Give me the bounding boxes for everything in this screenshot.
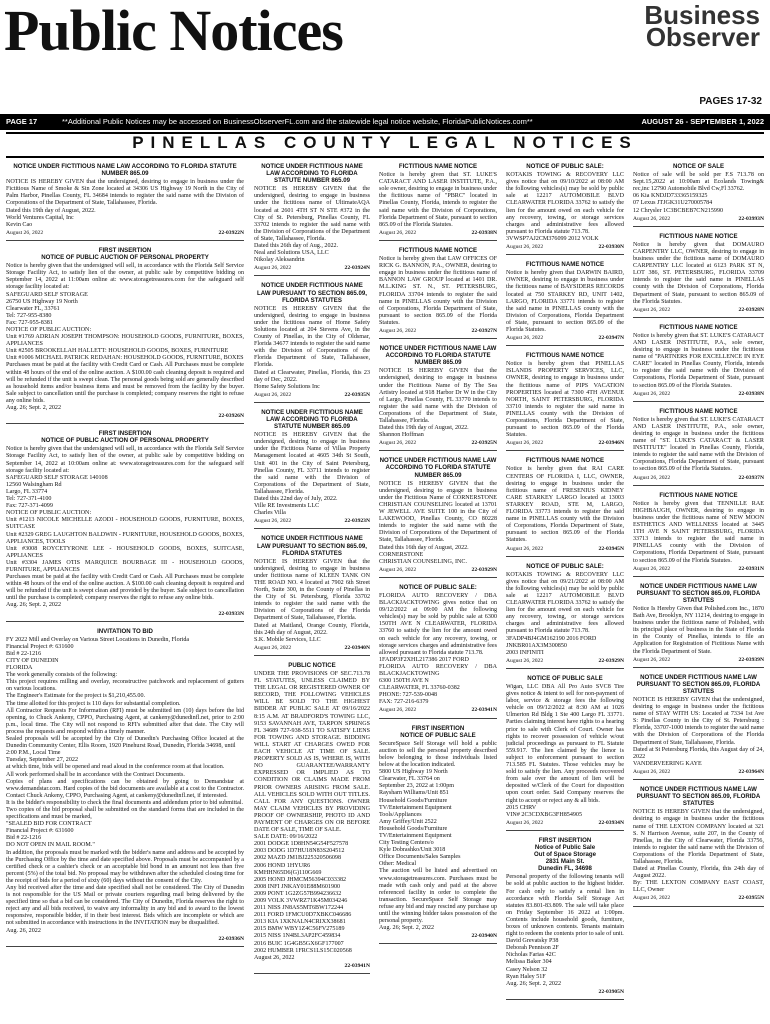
notice-body: FY 2022 Mill and Overlay on Various Street Locations in Dunedin, Florida Financial Project #: 631600 Bid # 22-1216 CITY OF DUNEDIN FLORIDA The work generally consists of the following: This project requires milling and overlay, reconstructive patchwork and replacement of gutters on various locations. The Engineer's Estimate for the project is $1,210,455.00. The time allotted for this project is 110 days for substantial completion. All Contractor Requests For Information (RFI) must be submitted ten (10) days before the bid opening, to Chuck Ankeny, CPPO, Purchasing Agent, at cankeny@dunedinfl.net, prior to 2:00 p.m., local time. The City will not respond to RFI's submitted after that date. The City will process the requests and respond within a timely manner. Sealed proposals will be accepted by the City of Dunedin's Purchasing Office located at the Dunedin Community Center, Ellis Room, 1920 Pinehurst Road, Dunedin, Florida 34698, until 2:00 P.M., Local Time Tuesday, September 27, 2022 at which time, bids will be opened and read aloud in the conference room at that location. All work performed shall be in accordance with the Contract Documents. Copies of plans and specifications can be obtained by going to Demandstar at www.demandstar.com. Hard copies of the bid documents are available at a cost to the Contractor. Contact Chuck Ankeny, CPPO, Purchasing Agent, at cankeny@dunedinfl.net, if interested. It is the bidder's responsibility to check the final documents and addendum prior to bid submittal. Two copies of the bid proposal shall be submitted on the standard forms that are included in the specifications and must be marked, "SEALED BID FOR CONTRACT Financial Project #: 631600 Bid # 22-1216 DO NOT OPEN IN MAIL ROOM." In addition, the proposals must be marked with the bidder's name and address and be accepted by the Purchasing Office by the time and date specified above. Proposals must be accompanied by a certified check or a cashier's check or an acceptable bid bond in an amount not less than five percent (5%) of the total bid. No proposal may be withdrawn after the scheduled closing time for the receipt of bids for a period of sixty (60) days without the consent of the City. Any bid received after the time and date specified shall not be considered. The City of Dunedin is not responsible for the US Mail or private couriers regarding mail being delivered by the specified time so that a bid can be considered. The City of Dunedin, Florida reserves the right to reject any and all bids received, to waive any informality in any bid and to award to the lowest responsive, responsible bidder, if in their best interest. Bids which are incomplete or which are not submitted in accordance with instructions in the INVITATION may be disqualified. Aug. 26, 2022 <box>6 636 244 934</box>
notice-footer <box>6 413 244 420</box>
notice-body: NOTICE IS HEREBY GIVEN that the undersigned, desiring to engage in business under the Fictitious Name of By The Sea Artistry located at 918 Harbor Dr W in the City of Largo, Pinellas County, FL 33770 intends to register the said name with the Division of Corporations of the Department of State, Tallahassee, Florida. Dated this 19th day of August, 2022. Shannon Hoffman <box>379 368 497 439</box>
notice-code: 22-03929N <box>598 657 624 664</box>
notice-footer <box>506 335 624 342</box>
notice-date: August 26, 2022 <box>633 215 671 222</box>
notice-footer <box>6 936 244 943</box>
legal-notice <box>506 352 624 451</box>
notice-footer <box>254 645 370 652</box>
notice-code: 22-03930N <box>598 244 624 251</box>
notice-footer <box>379 328 497 335</box>
notice-code: 22-03946N <box>598 440 624 447</box>
legal-notice <box>254 163 370 276</box>
legal-notice <box>506 457 624 556</box>
notice-date: August 26, 2022 <box>506 545 544 552</box>
notice-body: Notice is hereby given that DARWIN BAIRD, OWNER, desiring to engage in business under the fictitious name of BAYSIDERS RECORDS located at 750 STARKEY RD, UNIT 1402, LARGO, FLORIDA 33771 intends to register the said name in PINELLAS county with the Division of Corporations, Florida Department of State, pursuant to section 865.09 of the Florida Statutes. <box>506 270 624 333</box>
notice-date: August 26, 2022 <box>633 565 671 572</box>
notice-footer <box>254 518 370 525</box>
notice-footer <box>254 963 370 970</box>
legal-notice <box>379 457 497 578</box>
notice-date: August 26, 2022 <box>254 518 292 525</box>
notice-heading: NOTICE UNDER FICTITIOUS NAME LAW ACCORDING TO FLORIDA STATUTE NUMBER 865.09 <box>379 457 497 479</box>
notice-code: 22-03940N <box>344 644 370 651</box>
notice-columns <box>6 163 764 1021</box>
notice-footer <box>633 307 764 314</box>
notice-date: August 26, 2022 <box>633 306 671 313</box>
notice-heading: FICTITIOUS NAME NOTICE <box>525 261 605 269</box>
notice-heading: PUBLIC NOTICE <box>288 661 336 669</box>
notice-heading: NOTICE UNDER FICTITIOUS NAME LAW PURSUANT TO SECTION 865.09, FLORIDA STATUTES <box>636 673 761 695</box>
notice-body: Notice is hereby given that ST. LUKE'S CATARACT AND LASER INSTITUTE, P.A., sole owner, desiring to engage in business under the fictitious name of "PBRC" located in Pinellas County, Florida, intends to register the said name with the Division of Corporations, Florida Department of State, pursuant to section 865.09 of the Florida Statutes. <box>379 172 497 228</box>
notice-heading: NOTICE OF PUBLIC SALE <box>527 674 603 682</box>
legal-notice <box>379 345 497 451</box>
notice-code: 22-03941N <box>344 962 370 969</box>
notice-body: Notice is hereby given that ST. LUKE'S CATARACT AND LASER INSTITUTE, P.A., sole owner, desiring to engage in business under the fictitious name of "PARTNERS FOR EXCELLENCE IN EYE CARE" located in Pinellas County, Florida, intends to register the said name with the Division of Corporations, Florida Department of State, pursuant to section 865.09 of the Florida Statutes. <box>633 332 764 389</box>
legal-notice <box>506 675 624 831</box>
logo-line-2: Observer <box>645 22 760 52</box>
notice-heading: NOTICE OF PUBLIC SALE: <box>526 163 604 170</box>
notice-code: 22-03938N <box>738 390 764 397</box>
issue-dates: AUGUST 26 - SEPTEMBER 1, 2022 <box>641 117 764 126</box>
business-observer-logo <box>644 0 760 52</box>
notice-code: 22-03905N <box>598 988 624 995</box>
legal-notice <box>6 628 244 947</box>
additional-notices-message: **Additional Public Notices may be accessed on BusinessObserverFL.com and the statewide legal notice website, FloridaPublicNotices.com** <box>62 117 533 126</box>
notice-body: Notice is hereby given that TENNILLE RAE HIGHBAUGH, OWNER, desiring to engage in business under the fictitious name of NEW MOON ESTHETICS AND WELLNESS located at 3445 1TH AVE N SAINT PETERSBURG, FLORIDA 33713 intends to register the said name in PINELLAS county with the Division of Corporations, Florida Department of State, pursuant to section 865.09 of the Florida Statutes. <box>633 500 764 564</box>
notice-heading: FIRST INSERTION Notice of Public Sale Out of Space Storage 2831 Main St. Dunedin FL, 34698 <box>534 836 596 873</box>
notice-code: 22-03931N <box>738 565 764 572</box>
notice-heading: NOTICE OF PUBLIC SALE: <box>526 562 604 570</box>
notice-code: 22-03925N <box>471 440 497 447</box>
notice-footer <box>506 546 624 553</box>
notice-body: KOTAKIS TOWING & RECOVERY LLC gives notice that on 09/10/2022 at 08:00 AM the following vehicles(s) may be sold by public sale at 12217 AUTOMOBILE BLVD CLEARWATER FLORIDA 33762 to satisfy the lien for the amount owed on each vehicle for any recovery, towing, or storage services charges and administrative fees allowed pursuant to Florida statute 713.78. 3VWSP7AJ2CM376099 2012 VOLK <box>506 172 624 242</box>
notice-code: 22-03924N <box>344 265 370 272</box>
notice-heading: NOTICE OF PUBLIC SALE: <box>399 583 477 591</box>
legal-notice <box>633 674 764 780</box>
notice-body: Notice is hereby given that DOMAURO CARPENTRY LLC, OWNER, desiring to engage in business under the fictitious name of DOMAURO CARPENTRY LLC located at 6123 PARK ST N, LOT 386, ST. PETERSBURG, FLORIDA 33709 intends to register the said name in PINELLAS county with the Division of Corporations, Florida Department of State, pursuant to section 865.09 of the Florida Statutes. <box>633 241 764 305</box>
legal-notice <box>506 837 624 1000</box>
notice-footer <box>379 707 497 714</box>
notice-date: August 26, 2022 <box>379 707 417 714</box>
notice-code: 22-03939N <box>738 656 764 663</box>
column-1 <box>6 163 244 1021</box>
notice-heading: NOTICE UNDER FICTITIOUS NAME LAW PURSUANT TO SECTION 865.09, FLORIDA STATUTES <box>257 535 367 557</box>
notice-footer <box>506 244 624 251</box>
notice-body: Notice is hereby given that LAW OFFICES OF RICK G. BANNON, P.A., OWNER, desiring to engage in business under the fictitious name of BANNON LAW GROUP located at 1401 DR. M.L.KING ST. N., ST. PETERSBURG, FLORIDA 33704 intends to register the said name in PINELLAS county with the Division of Corporations, Florida Department of State, pursuant to section 865.09 of the Florida Statutes. <box>379 256 497 326</box>
legal-notice <box>633 786 764 907</box>
notice-body: Notice is hereby given that ST. LUKE'S CATARACT AND LASER INSTITUTE, P.A., sole owner, desiring to engage in business under the fictitious name of "ST. LUKE'S CATARACT & LASER INSTITUTE" located in Pinellas County, Florida, intends to register the said name with the Division of Corporations, Florida Department of State, pursuant to section 865.09 of the Florida Statutes. <box>633 416 764 473</box>
legal-notice <box>379 163 497 241</box>
notice-heading: FIRST INSERTION NOTICE OF PUBLIC SALE <box>400 724 476 739</box>
notice-date: August 26, 2022 <box>633 656 671 663</box>
notice-heading: NOTICE UNDER FICTITIOUS NAME LAW ACCORDING TO FLORIDA STATUTE NUMBER 865.09 <box>13 163 237 178</box>
notice-body: Notice is hereby given that the undersigned will sell, in accordance with the Florida Self Service Storage Facility Act, to satisfy lien of the owner, at public sale by competitive bidding on September 14, 2022 at 11:00am online at: www.storagetreasures.com for the safeguard self storage facility located at: SAFEGUARD SELF STORAGE 26750 US Highway 19 North Clearwater FL, 33761 Tel: 727-955-8380 Fax: 727-955-8381 NOTICE OF PUBLIC AUCTION: Unit #1769 ADRIAN JOSEPH THOMPSON: HOUSEHOLD GOODS, FURNITURE, BOXES, APPLIANCES Unit #2505 BROOKELLAH HALLETT: HOUSEHOLD GOODS, BOXES, FURNITURE Unit #1006 MICHAEL PATRICK REDAHAN: HOUSEHOLD GOODS, FURNITURE, BOXES Purchases must be paid at the facility with Credit Card or Cash. All Purchases must be complete within 48 hours of the end of the online auction. A $100.00 cash cleaning deposit is required and will be refunded if the unit is swept clean. The personal goods being sold are generally described as household items and/or business items and must be removed from the facility by the buyer. Sale subject to cancellation until the purchase is completed; company reserves the right to refuse any online bids. Aug. 26; Sept. 2, 2022 <box>6 263 244 411</box>
legal-notice <box>254 535 370 656</box>
notice-code: 22-03935N <box>344 391 370 398</box>
notice-heading: FICTITIOUS NAME NOTICE <box>525 352 605 360</box>
notice-heading: NOTICE UNDER FICTITIOUS NAME LAW ACCORDING TO FLORIDA STATUTE NUMBER 865.09 <box>379 345 497 367</box>
notice-code: 22-03938N <box>471 229 497 236</box>
legal-notice <box>254 409 370 530</box>
page-number: PAGE 17 <box>6 117 38 126</box>
notice-code: 22-03947N <box>598 335 624 342</box>
notice-date: August 26, 2022 <box>254 644 292 651</box>
notice-code: 22-03955N <box>738 895 764 902</box>
notice-date: August 26, 2022 <box>6 229 44 236</box>
legal-notice <box>506 261 624 346</box>
bottom-rule <box>6 156 764 158</box>
notice-code: 22-03934N <box>598 819 624 826</box>
notice-body: Notice is hereby given that the undersigned will sell, in accordance with the Florida Self Service Storage Facility Act, to satisfy lien of the owner, at public sale by competitive bidding on September 14, 2022 at 10:00am online at: www.storagetreasures.com for the safeguard self storage facility located at: SAFEGUARD SELF STORAGE 140108 12560 Walsingham Rd Largo, FL 33774 Tel: 727-371-4100 Fax: 727-371-4099 NOTICE OF PUBLIC AUCTION: Unit #1213 NICOLE MICHELLE AZODI - HOUSEHOLD GOODS, FURNITURE, BOXES, SUITCASE Unit #2329 GREG LAUGHTON BALDWIN - FURNITURE, HOUSEHOLD GOODS, BOXES, APPLIANCES, TOOLS Unit #3008 ROYCETYRONE LEE - HOUSEHOLD GOODS, BOXES, SUITCASE, APPLIANCES Unit #3304 JAMES OTIS MARQUICE BOURBAGE III - HOUSEHOLD GOODS, FURNITURE, APPLIANCES Purchases must be paid at the facility with Credit Card or Cash. All Purchases must be complete within 48 hours of the end of the online auction. A $100.00 cash cleaning deposit is required and will be refunded if the unit is swept clean and provided by the buyer. Sale subject to cancellation until the purchase is completed; company reserves the right to refuse any online bids. Aug. 26; Sept. 2, 2022 <box>6 446 244 609</box>
legal-notice <box>379 584 497 719</box>
notice-heading: INVITATION TO BID <box>97 627 153 635</box>
notice-code: 22-03937N <box>738 474 764 481</box>
notice-heading: FICTITIOUS NAME NOTICE <box>659 407 738 415</box>
notice-body: Notice is hereby given that RAI CARE CENTERS OF FLORIDA I, LLC, OWNER, desiring to engage in business under the fictitious name of FRESENIUS KIDNEY CARE STARKEY LARGO located at 13003 STARKEY ROAD, STE M, LARGO, FLORIDA 33773 intends to register the said name in PINELLAS county with the Division of Corporations, Florida Department of State, pursuant to section 865.09 of the Florida Statutes. <box>506 466 624 544</box>
notice-footer <box>633 475 764 482</box>
notice-body: Notice of sale will be sold per F.S 713.78 on Sept.15,2022 at 10:00am at Ecolands Towing& rec,inc 12790 Automobile Blvd Cw,Fl 33762. 06 Kia KNDJD733365159325 07 Lexus JTJGK31U270005784 12 Chrysler 1C3BCBEB7CN215990 <box>633 172 764 214</box>
notice-date: August 26, 2022 <box>379 327 417 334</box>
notice-code: 22-03936N <box>218 935 244 942</box>
notice-code: 22-03993N <box>738 215 764 222</box>
notice-footer <box>506 820 624 827</box>
column-5 <box>633 163 764 1021</box>
notice-code: 22-03923N <box>344 518 370 525</box>
notice-code: 22-03964N <box>738 768 764 775</box>
legal-notice <box>6 430 244 621</box>
notice-heading: NOTICE OF SALE <box>672 163 725 170</box>
notice-body: NOTICE IS HEREBY GIVEN that the undersigned, desiring to engage in business under the Fictitious Name of Smoke & Sin Zone located at 34306 US Highway 19 North in the City of Palm Harbor, Pinellas County, FL 34684 intends to register the said name with the Division of Corporations of the Department of State, Tallahassee, Florida. Dated this 19th day of August, 2022. World Ventures Capital, Inc Kevin Cao <box>6 179 244 228</box>
notice-date: August 26, 2022 <box>379 229 417 236</box>
notice-footer <box>633 769 764 776</box>
notice-date: August 26, 2022 <box>379 440 417 447</box>
notice-date: August 26, 2022 <box>506 244 544 251</box>
notice-footer <box>379 933 497 940</box>
legal-notice <box>633 408 764 486</box>
notice-body: KOTAKIS TOWING & RECOVERY LLC gives notice that on 09/21/2022 at 08:00 AM the following vehicles(s) may be sold by public sale at 12217 AUTOMOBILE BLVD CLEARWATER FLORIDA 33762 to satisfy the lien for the amount owed on each vehicle for any recovery, towing, or storage services charges and administrative fees allowed pursuant to Florida statute 713.78. 3FADP4BJ4GM162190 2016 FORD JNKBR01AX3M300850 2003 INFINITI <box>506 571 624 656</box>
legal-notice <box>6 247 244 424</box>
notice-heading: FIRST INSERTION NOTICE OF PUBLIC AUCTION OF PERSONAL PROPERTY <box>41 246 209 262</box>
notice-footer <box>633 895 764 902</box>
notice-body: NOTICE IS HEREBY GIVEN that the undersigned, desiring to engage in business under the Fictitious Name of CORNERSTONE CHRISTIAN COUNSELING located at 13701 W JEWELL AVE SUITE 100 in the City of LAKEWOOD, Pinellas County, CO 80228 intends to register the said name with the Division of Corporations of the Department of State, Tallahassee, Florida. Dated this 16th day of August, 2022. CORNERSTONE CHRISTIAN COUNSELING, INC. <box>379 480 497 565</box>
notice-footer <box>506 989 624 996</box>
notice-footer <box>254 265 370 272</box>
notice-code: 22-03940N <box>471 933 497 940</box>
notice-code: 22-03945N <box>598 545 624 552</box>
legal-notice <box>379 247 497 339</box>
legal-notice <box>506 163 624 255</box>
column-4 <box>506 163 624 1021</box>
notice-body: NOTICE IS HEREBY GIVEN that the undersigned, desiring to engage in business under the Fictitious Name of Villas Property Management located at 4605 34th St South, Unit 401 in the City of Saint Petersburg, Pinellas County, FL 33711 intends to register the said name with the Division of Corporations of the Department of State, Tallahassee, Florida. Dated this 22nd day of July, 2022. Ville RE Investments LLC Charles Villa <box>254 432 370 517</box>
legal-notice <box>633 583 764 668</box>
notice-footer <box>379 230 497 237</box>
notice-body: NOTICE IS HEREBY GIVEN that the undersigned, desiring to engage in business under the fictitious name of STAY WITH US: Located at 7334 1st Ave S: Pinellas County in the City of St. Petersburg : Florida, 33707-1000 intends to register the said name with the Division of Corporations of the Florida Department of State, Tallahassee, Florida. Dated at St Petersburg Florida, this August day of 24, 2022 VANDERVEERING KAYE <box>633 697 764 767</box>
notice-body: NOTICE IS HEREBY GIVEN that the undersigned, desiring to engage in business under the fictitious name of THE LEXTON COMPANY located at 321 S. N Harrison Avenue, suite 207, in the County of Pinellas, in the City of Clearwater, Florida 33756, intends to register the said name with the Division of Corporations of the Florida Department of State, Tallahassee, Florida. Dated at Pinellas County, Florida, this 24th day of August 2022. By: THE LEXTON COMPANY EAST COAST, LLC, Owner <box>633 809 764 894</box>
notice-code: 22-03922N <box>218 229 244 236</box>
logo-line-1: Business <box>644 0 760 30</box>
legal-notice <box>6 163 244 241</box>
column-2 <box>254 163 370 1021</box>
notice-footer <box>506 658 624 665</box>
notice-footer <box>379 440 497 447</box>
notice-code: 22-03926N <box>218 413 244 420</box>
notice-footer <box>6 230 244 237</box>
notice-code: 22-03928N <box>738 306 764 313</box>
notice-heading: FICTITIOUS NAME NOTICE <box>659 491 738 499</box>
notice-date: August 26, 2022 <box>379 566 417 573</box>
notice-code: 22-03927N <box>471 327 497 334</box>
notice-body: NOTICE IS HEREBY GIVEN that the undersigned, desiring to engage in business under fictitious name of KLEEN TANK ON THE ROAD NO. 4 located at 7902 6th Street North, Suite 300, in the County of Pinellas in the City of St. Petersburg, Florida 33702 intends to register the said name with the Division of Corporations of the Florida Department of State, Tallahassee, Florida. Dated at Maitland, Orange County, Florida, this 24th day of August, 2022. S.K. Mobile Services, LLC <box>254 558 370 643</box>
publication-title: Public Notices <box>4 0 343 63</box>
notice-heading: FICTITIOUS NAME NOTICE <box>398 163 478 170</box>
notice-heading: FICTITIOUS NAME NOTICE <box>659 232 738 240</box>
notice-heading: NOTICE UNDER FICTITIOUS NAME LAW PURSUANT TO SECTION 865.09, FLORIDA STATUTES <box>257 282 367 304</box>
notice-heading: FIRST INSERTION NOTICE OF PUBLIC AUCTION OF PERSONAL PROPERTY <box>41 430 209 445</box>
notice-body: NOTICE IS HEREBY GIVEN that the undersigned, desiring to engage in business under the fictitious name of Home Safety Solutions located at 204 Stevens Ave, in the County of Pinellas, in the City of Oldsmar, Florida 34677 intends to register the said name with the Division of Corporations of the Florida Department of State, Tallahassee, Florida. Dated at Clearwater, Pinellas, Florida, this 23 day of Dec, 2022. Home Safety Solutions Inc <box>254 305 370 390</box>
notice-heading: NOTICE UNDER FICTITIOUS NAME LAW PURSUANT TO SECTION 865.09, FLORIDA STATUTES <box>636 582 761 604</box>
page-range: PAGES 17-32 <box>699 96 762 107</box>
section-title: PINELLAS COUNTY LEGAL NOTICES <box>132 133 638 152</box>
notice-date: August 26, 2022 <box>633 474 671 481</box>
notice-date: August 26, 2022 <box>254 265 292 272</box>
notice-footer <box>633 216 764 223</box>
notice-date: August 26, 2022 <box>506 440 544 447</box>
notice-footer <box>379 567 497 574</box>
notice-footer <box>633 391 764 398</box>
notice-heading: NOTICE UNDER FICTITIOUS NAME LAW ACCORDING TO FLORIDA STATUTE NUMBER 865.09 <box>261 408 363 431</box>
notice-date: August 26, 2022 <box>506 335 544 342</box>
notice-footer <box>506 440 624 447</box>
notice-footer <box>254 392 370 399</box>
legal-notice <box>379 725 497 945</box>
notice-heading: NOTICE UNDER FICTITIOUS NAME LAW ACCORDING TO FLORIDA STATUTE NUMBER 865.09 <box>261 163 363 185</box>
notice-heading: NOTICE UNDER FICTITIOUS NAME LAW PURSUANT TO SECTION 865.09, FLORIDA STATUTES <box>636 786 761 808</box>
notice-date: August 26, 2022 <box>633 768 671 775</box>
notice-body: FLORIDA AUTO RECOVERY / DBA BLACKJACKTOWING gives notice that on 09/12/2022 at 09:00 AM the following vehicles(s) may be sold by public sale at 6300 150TH AVE N CLEARWATER, FLORIDA 33760 to satisfy the lien for the amount owed on each vehicle for any recovery, towing, or storage services charges and administrative fees allowed pursuant to Florida statute 713.78. 1FADP3F2XHL217386 2017 FORD FLORIDA AUTO RECOVERY / DBA BLACKJACKTOWING 6300 150TH AVE N CLEARWATER, FL 33760-0382 PHONE: 727-539-0048 FAX: 727-216-6379 <box>379 592 497 706</box>
notice-date: August 26, 2022 <box>633 390 671 397</box>
legal-notice <box>633 492 764 577</box>
notice-footer <box>6 611 244 618</box>
notice-date: August 26, 2022 <box>254 391 292 398</box>
legal-notice <box>254 282 370 403</box>
notice-footer <box>633 566 764 573</box>
notice-body: UNDER THE PROVISIONS OF SEC.713.78 FL STATUTES, UNLESS CLAIMED BY THE LEGAL OR REGISTERED OWNER OF RECORD, THE FOLLOWING VEHICLES WILL BE SOLD TO THE HIGHEST BIDDER AT PUBLIC SALE AT 09/16/2022 8:15 A.M. AT BRADFORD'S TOWING LLC, 9153 SAVANNAH AVE, TARPON SPRINGS FL 34689 727-938-5511 TO SATISFY LIENS FOR TOWING AND STORAGE. BIDDING WILL START AT CHARGES OWED FOR EACH VEHICLE AT TIME OF SALE. PROPERTY SOLD AS IS, WHERE IS, WITH NO GUARANTEE/WARRANTY EXPRESSED OR IMPLIED AS TO CONDITION OR CLAIMS MADE FROM PRIOR OWNERS ARISING FROM SALE. ALL VEHICLES SOLD WITH OUT TITLES. CALL FOR ANY QUESTIONS. OWNER MAY CLAIM VEHICLES BY PROVIDING PROOF OF OWNERSHIP, PHOTO ID AND PAYMENT OF CHARGES ON OR BEFORE DATE OF SALE, TIME OF SALE. SALE DATE: 09/16/2022 2001 DODGE 1D8HN54G54F527578 2003 DODG 1D7HU18N83S204512 2002 MAZD JM1BJ225320506098 2006 HOND 1HYUR6 KMHHN65D6(G)110G669 2005 HOND JHMCM56394C033382 2008 INFI JNKAY01E88M601900 2009 PONT 1G2ZG57B994236632 2009 VOLK 3VWRZ71K45M034246 2011 NISS JN8AS5MT6BW172244 2011 FORD 1FMCU0D7XBKC046686 2013 KIA 1XKNALN4CRIXX38681 2015 BMW WBY1Z4C56FV275189 2015 NISS 1N4BL3AP2FC459834 2016 BUIC 1G4GB5GX6GF177007 2002 HUMBER 1FRCS1LS15C020568 August 26, 2022 <box>254 671 370 961</box>
notice-body: Wigan, LLC DBA All Pro Auto SVC8 Tire gives notice & intent to sell for non-payment of labor, service & storage fees the following vehicle on 09/12/2022 at 8:30 AM at 1026 Ulmerton Rd Bldg 1 Ste 400 Largo FL 33771. Parties claiming interest have rights to a hearing prior to sale with Clerk of Court. Owner has rights to recover possession of vehicle w/out judicial proceedings as pursuant to FL Statute 559.917. The lien claimed by the lienor is subject to enforcement pursuant to section 713.585 FL Statutes. Those vehicles may be sold to satisfy the lien. Any proceeds recovered from sale over the amount of lien will be deposited w/Clerk of the Court for disposition upon court order. Said Company reserves the right to accept or reject any & all bids. 2015 CHRV VIN# 2C3CDXBG3FH854905 <box>506 684 624 818</box>
masthead <box>0 0 770 107</box>
notice-date: August 26, 2022 <box>633 895 671 902</box>
notice-body: Personal property of the following tenants will be sold at public auction to the highest bidder. For cash only to satisfy a rental lien in accordance with Florida Self Storage Act statutes 83.801-83.809. The sale will take place on Friday September 16 2022 at 1:00pm. Contents include household goods, furniture, boxes of unknown contents. Tenants maintain right to redeem the contents prior to sale of unit. David Grevatsky P38 Deborah Pennison 2F Nicholas Farias 42C Melissa Baker 304 Casey Nelson 32 Ryan Haley 51F Aug. 26; Sept. 2, 2022 <box>506 874 624 987</box>
legal-notice <box>633 163 764 227</box>
notice-body: Notice Is Hereby Given that Polished.com Inc., 1870 Bath Ave, Brooklyn, NY 11214, desiring to engage in business under the fictitious name of Polished, with its principal place of business in the State of Florida in the County of Pinellas, intends to file an Application for Registration of Fictitious Name with the Florida Department of State. <box>633 605 764 655</box>
legal-notice <box>506 563 624 669</box>
notice-code: 22-03933N <box>218 610 244 617</box>
notice-body: NOTICE IS HEREBY GIVEN that the undersigned, desiring to engage in business under the fictitious name of UltimateAQA located at 2601 4TH ST N STE #372 in the City of St. Petersburg, Pinellas County, FL 33702 intends to register the said name with the Division of Corporations of the Department of State, Tallahassee, Florida. Dated this 26th day of Aug., 2022. Neal and Solutions USA, LLC Nikolay Aleksandrin <box>254 186 370 264</box>
legal-notice <box>633 324 764 402</box>
notice-body: SecureSpace Self Storage will hold a public auction to sell the personal property described below belonging to those individuals listed below at the location indicated. 5800 US Highway 19 North Clearwater, FL 33764 on September 23, 2022 at 1:00pm Raysharn Williams/Unit 851 Household Goods/Furniture TV/Entertainment Equipment Tools/Appliances Amy Griffey/Unit 2522 Household Goods/Furniture TV/Entertainment Equipment City Testing Centers/o Kyle Dobrashko/Unit 3018 Office Documents/Sales Samples Other: Medical The auction will be listed and advertised on www.storagetreasures.com. Purchases must be made with cash only and paid at the above referenced facility in order to complete the transaction. SecureSpace Self Storage may refuse any bid and may rescind any purchase up until the winning bidder takes possession of the personal property. Aug. 26; Sept. 2, 2022 <box>379 740 497 932</box>
notice-footer <box>633 657 764 664</box>
info-bar <box>0 114 770 130</box>
notice-body: Notice is hereby given that PINELLAS ISLANDS PROPERTY SERVICES, LLC, OWNER, desiring to engage in business under the fictitious name of PIPS VACATION PROPERTIES located at 7300 4TH AVENUE NORTH, SAINT PETERSBURG, FLORIDA 33710 intends to register the said name in PINELLAS county with the Division of Corporations, Florida Department of State, pursuant to section 865.09 of the Florida Statutes. <box>506 361 624 439</box>
notice-code: 22-03929N <box>471 566 497 573</box>
legal-notice <box>633 233 764 318</box>
notice-heading: FICTITIOUS NAME NOTICE <box>398 246 478 254</box>
notice-heading: FICTITIOUS NAME NOTICE <box>525 457 605 465</box>
notice-code: 22-03941N <box>471 707 497 714</box>
column-3 <box>379 163 497 1021</box>
legal-notice <box>254 662 370 974</box>
notice-date: August 26, 2022 <box>506 819 544 826</box>
notice-date: August 26, 2022 <box>506 657 544 664</box>
notice-heading: FICTITIOUS NAME NOTICE <box>659 323 738 331</box>
